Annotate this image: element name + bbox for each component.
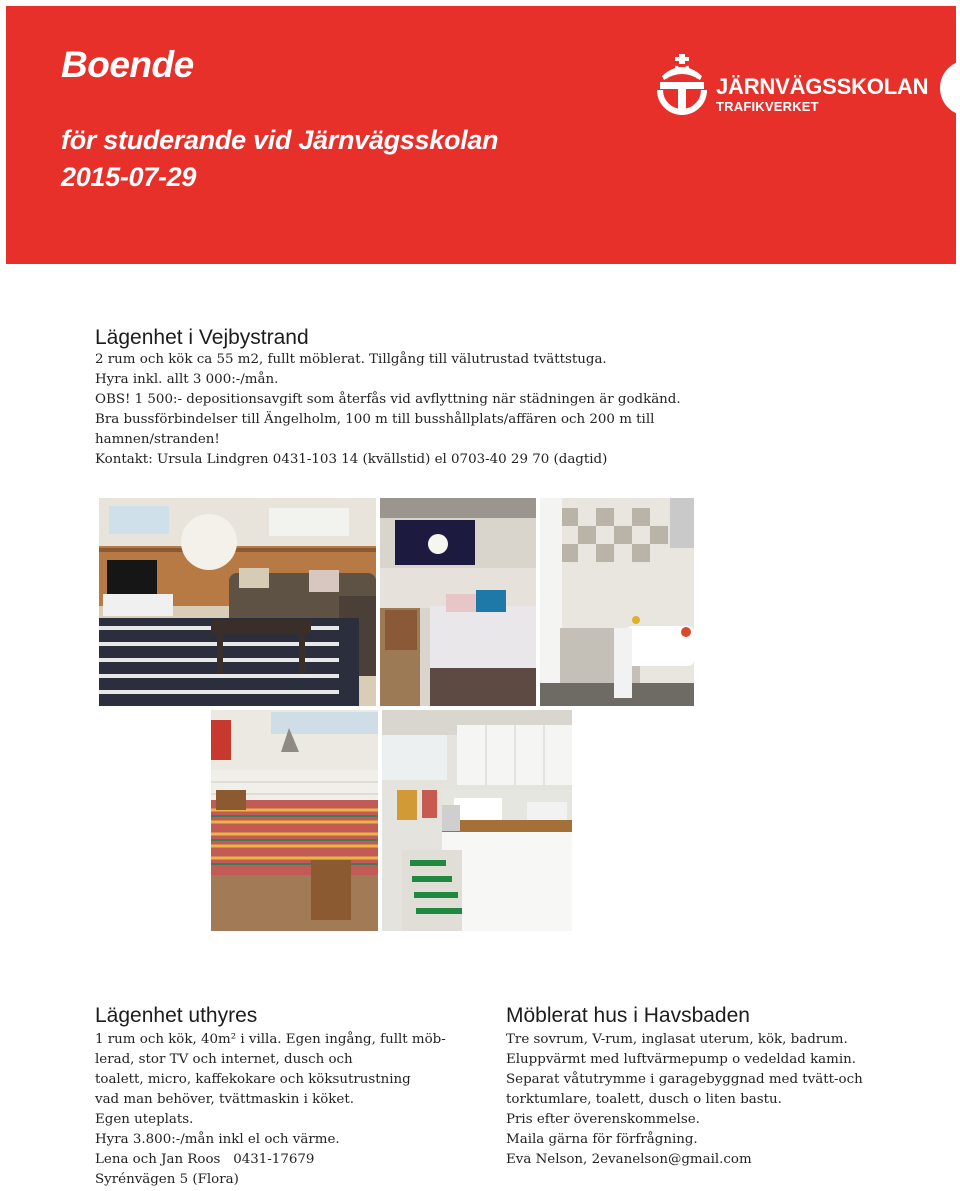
listing-line[interactable]: Eva Nelson, 2evanelson@gmail.com <box>506 1152 752 1167</box>
page-title: Boende <box>61 44 194 85</box>
logo-name: JÄRNVÄGSSKOLAN <box>716 74 929 99</box>
listing-line: Egen uteplats. <box>95 1112 194 1127</box>
living-room-photo <box>99 498 376 706</box>
bedroom-photo <box>380 498 536 706</box>
listing-line: Bra bussförbindelser till Ängelholm, 100 m till busshållplats/affären och 200 m till <box>95 412 655 427</box>
logo-subname: TRAFIKVERKET <box>716 99 819 114</box>
listing-line: Pris efter överenskommelse. <box>506 1112 700 1127</box>
listing-line: hamnen/stranden! <box>95 432 220 447</box>
listing-vejbystrand-heading: Lägenhet i Vejbystrand <box>95 326 309 349</box>
page-date: 2015-07-29 <box>61 162 197 192</box>
bathroom-photo <box>540 498 694 706</box>
listing-line: lerad, stor TV och internet, dusch och <box>95 1052 353 1067</box>
header-banner <box>6 6 956 264</box>
listing-line: toalett, micro, kaffekokare och köksutrustning <box>95 1072 411 1087</box>
listing-line: 1 rum och kök, 40m² i villa. Egen ingång, fullt möb- <box>95 1032 446 1047</box>
page-subtitle: för studerande vid Järnvägsskolan <box>61 125 499 155</box>
listing-line: Eluppvärmt med luftvärmepump o vedeldad kamin. <box>506 1052 857 1067</box>
crown-t-icon <box>656 54 708 124</box>
listing-line: 2 rum och kök ca 55 m2, fullt möblerat. Tillgång till välutrustad tvättstuga. <box>95 352 607 367</box>
listing-uthyres-body <box>95 1030 485 1190</box>
listing-line: torktumlare, toalett, dusch o liten bastu. <box>506 1092 782 1107</box>
dining-photo <box>211 710 378 931</box>
listing-line: Hyra inkl. allt 3 000:-/mån. <box>95 372 279 387</box>
listing-havsbaden-body <box>506 1030 926 1170</box>
listing-line: Maila gärna för förfrågning. <box>506 1132 698 1147</box>
kitchen-photo <box>382 710 572 931</box>
listing-line: Kontakt: Ursula Lindgren 0431-103 14 (kvällstid) el 0703-40 29 70 (dagtid) <box>95 452 608 467</box>
listing-line: Separat våtutrymme i garagebyggnad med tvätt-och <box>506 1072 863 1087</box>
listing-havsbaden-heading: Möblerat hus i Havsbaden <box>506 1004 750 1027</box>
listing-line: vad man behöver, tvättmaskin i köket. <box>95 1092 354 1107</box>
listing-uthyres-heading: Lägenhet uthyres <box>95 1004 258 1027</box>
listing-line: Tre sovrum, V-rum, inglasat uterum, kök, badrum. <box>506 1032 848 1047</box>
listing-line: OBS! 1 500:- depositionsavgift som återfås vid avflyttning när städningen är godkänd. <box>95 392 681 407</box>
listing-line: Lena och Jan Roos 0431-17679 <box>95 1152 315 1167</box>
listing-line: Hyra 3.800:-/mån inkl el och värme. <box>95 1132 340 1147</box>
listing-vejbystrand-body <box>95 350 895 470</box>
listing-line: Syrénvägen 5 (Flora) <box>95 1172 239 1187</box>
jarnvagsskolan-logo <box>656 54 946 124</box>
